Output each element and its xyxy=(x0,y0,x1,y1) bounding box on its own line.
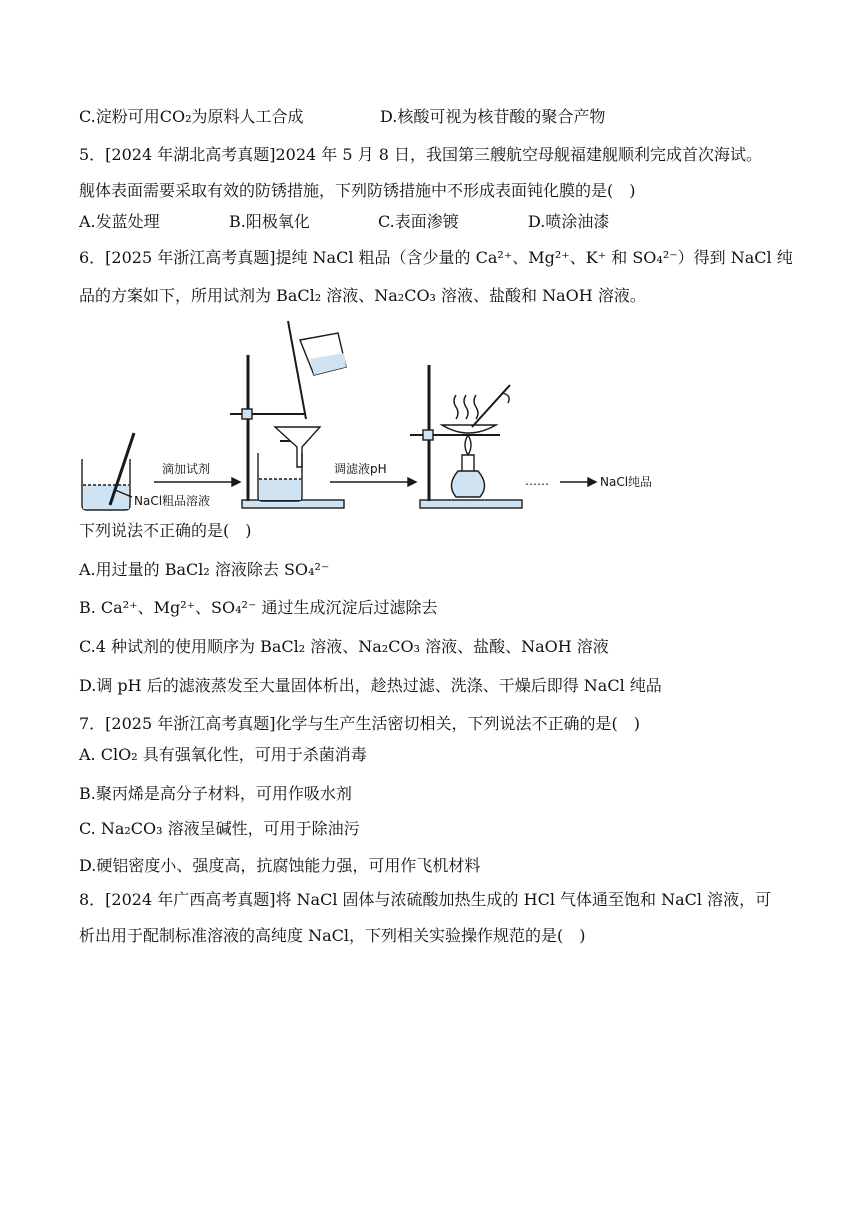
figure-dots: …… xyxy=(525,474,549,488)
q6-apparatus-figure xyxy=(70,315,690,520)
q6-option-b: B. Ca²⁺、Mg²⁺、SO₄²⁻ 通过生成沉淀后过滤除去 xyxy=(79,598,438,617)
q7-stem: 7．[2025 年浙江高考真题]化学与生产生活密切相关，下列说法不正确的是( ) xyxy=(79,714,640,733)
evaporation-stand xyxy=(410,365,522,508)
q5-option-a: A.发蓝处理 xyxy=(79,212,160,231)
figure-arrow2-label: 调滤液pH xyxy=(334,462,387,476)
q5-option-c: C.表面渗镀 xyxy=(378,212,459,231)
figure-crude-label: NaCl粗品溶液 xyxy=(134,494,211,508)
figure-arrow1-label: 滴加试剂 xyxy=(162,462,211,476)
q6-option-d: D.调 pH 后的滤液蒸发至大量固体析出，趁热过滤、洗涤、干燥后即得 NaCl 纯品 xyxy=(79,676,662,695)
q8-stem-line1: 8．[2024 年广西高考真题]将 NaCl 固体与浓硫酸加热生成的 HCl 气体通至饱和 NaCl 溶液，可 xyxy=(79,890,772,909)
q6-option-c: C.4 种试剂的使用顺序为 BaCl₂ 溶液、Na₂CO₃ 溶液、盐酸、NaOH 溶液 xyxy=(79,637,609,656)
q5-stem-line2: 舰体表面需要采取有效的防锈措施，下列防锈措施中不形成表面钝化膜的是( ) xyxy=(79,181,636,200)
q6-option-a: A.用过量的 BaCl₂ 溶液除去 SO₄²⁻ xyxy=(79,560,330,579)
q4-option-d-text: D.核酸可视为核苷酸的聚合产物 xyxy=(380,107,606,126)
q5-option-d: D.喷涂油漆 xyxy=(528,212,610,231)
q6-stem-line2: 品的方案如下，所用试剂为 BaCl₂ 溶液、Na₂CO₃ 溶液、盐酸和 NaOH 溶液。 xyxy=(79,286,646,305)
q4-option-c-text: C.淀粉可用CO₂为原料人工合成 xyxy=(79,107,304,126)
filtration-stand xyxy=(230,321,346,508)
q4-option-d xyxy=(380,107,605,127)
q6-stem-line1: 6．[2025 年浙江高考真题]提纯 NaCl 粗品（含少量的 Ca²⁺、Mg²⁺、K⁺ 和 SO₄²⁻）得到 NaCl 纯 xyxy=(79,248,793,267)
q7-option-b: B.聚丙烯是高分子材料，可用作吸水剂 xyxy=(79,784,352,803)
q5-option-b: B.阳极氧化 xyxy=(229,212,310,231)
q7-option-c: C. Na₂CO₃ 溶液呈碱性，可用于除油污 xyxy=(79,819,360,838)
beaker-crude-solution xyxy=(82,433,134,510)
figure-product-label: NaCl纯品 xyxy=(600,475,653,489)
q7-option-d: D.硬铝密度小、强度高，抗腐蚀能力强，可用作飞机材料 xyxy=(79,856,481,875)
q6-question: 下列说法不正确的是( ) xyxy=(79,521,252,540)
q8-stem-line2: 析出用于配制标准溶液的高纯度 NaCl，下列相关实验操作规范的是( ) xyxy=(79,926,586,945)
q7-option-a: A. ClO₂ 具有强氧化性，可用于杀菌消毒 xyxy=(79,745,367,764)
q4-option-c xyxy=(79,107,304,127)
q5-stem-line1: 5．[2024 年湖北高考真题]2024 年 5 月 8 日，我国第三艘航空母舰福建舰顺利完成首次海试。 xyxy=(79,145,762,164)
